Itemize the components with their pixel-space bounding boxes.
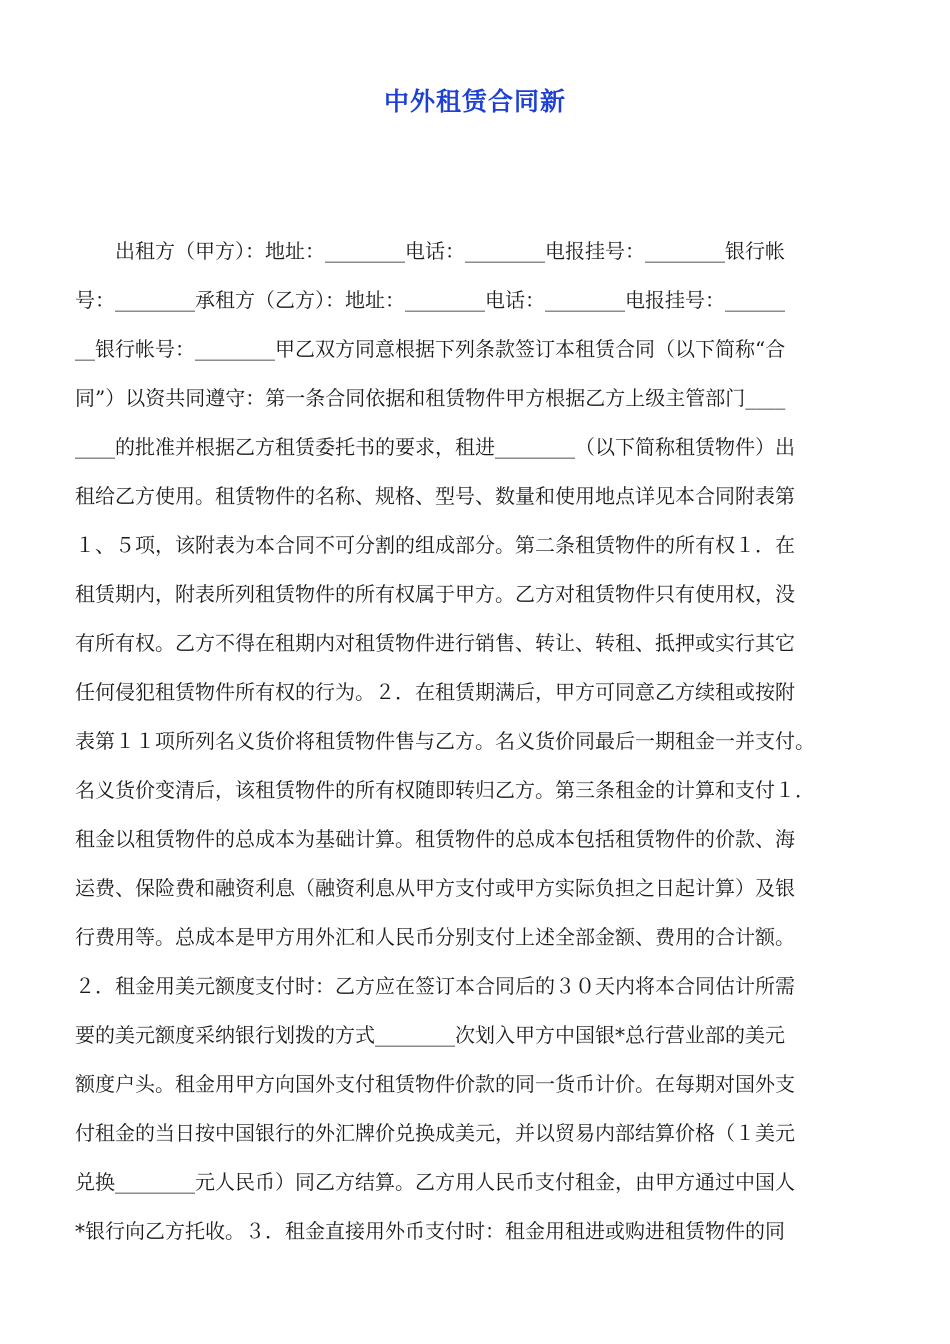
text-line: ２．租金用美元额度支付时：乙方应在签订本合同后的３０天内将本合同估计所需 (75, 974, 795, 998)
text-line: 出租方（甲方）：地址：________电话：________电报挂号：________银行帐 (75, 239, 785, 263)
text-line: 运费、保险费和融资利息（融资利息从甲方支付或甲方实际负担之日起计算）及银 (75, 876, 795, 900)
text-line: 同”）以资共同遵守：第一条合同依据和租赁物件甲方根据乙方上级主管部门____ (75, 386, 786, 410)
text-line: 号：________承租方（乙方）：地址：________电话：________电报挂号：______ (75, 288, 785, 312)
text-line: 有所有权。乙方不得在租期内对租赁物件进行销售、转让、转租、抵押或实行其它 (75, 631, 795, 655)
text-line: 租给乙方使用。租赁物件的名称、规格、型号、数量和使用地点详见本合同附表第 (75, 484, 795, 508)
text-line: 任何侵犯租赁物件所有权的行为。２．在租赁期满后，甲方可同意乙方续租或按附 (75, 680, 795, 704)
text-line: 兑换________元人民币）同乙方结算。乙方用人民币支付租金，由甲方通过中国人 (75, 1170, 795, 1194)
text-line: 租金以租赁物件的总成本为基础计算。租赁物件的总成本包括租赁物件的价款、海 (75, 827, 795, 851)
text-line: ____的批准并根据乙方租赁委托书的要求，租进________（以下简称租赁物件）出 (75, 435, 795, 459)
text-line: 额度户头。租金用甲方向国外支付租赁物件价款的同一货币计价。在每期对国外支 (75, 1072, 795, 1096)
contract-body (75, 230, 880, 1259)
text-line: __银行帐号：________甲乙双方同意根据下列条款签订本租赁合同（以下简称“合 (75, 337, 786, 361)
text-line: 行费用等。总成本是甲方用外汇和人民币分别支付上述全部金额、费用的合计额。 (75, 925, 795, 949)
text-line: 租赁期内，附表所列租赁物件的所有权属于甲方。乙方对租赁物件只有使用权，没 (75, 582, 795, 606)
text-line: *银行向乙方托收。３．租金直接用外币支付时：租金用租进或购进租赁物件的同 (75, 1219, 785, 1243)
text-line: 名义货价变清后，该租赁物件的所有权随即转归乙方。第三条租金的计算和支付１． (75, 778, 815, 802)
text-line: 付租金的当日按中国银行的外汇牌价兑换成美元，并以贸易内部结算价格（１美元 (75, 1121, 795, 1145)
text-line: 要的美元额度采纳银行划拨的方式________次划入甲方中国银*总行营业部的美元 (75, 1023, 785, 1047)
document-title: 中外租赁合同新 (383, 87, 566, 116)
text-line: １、５项，该附表为本合同不可分割的组成部分。第二条租赁物件的所有权１．在 (75, 533, 795, 557)
text-line: 表第１１项所列名义货价将租赁物件售与乙方。名义货价同最后一期租金一并支付。 (75, 729, 815, 753)
